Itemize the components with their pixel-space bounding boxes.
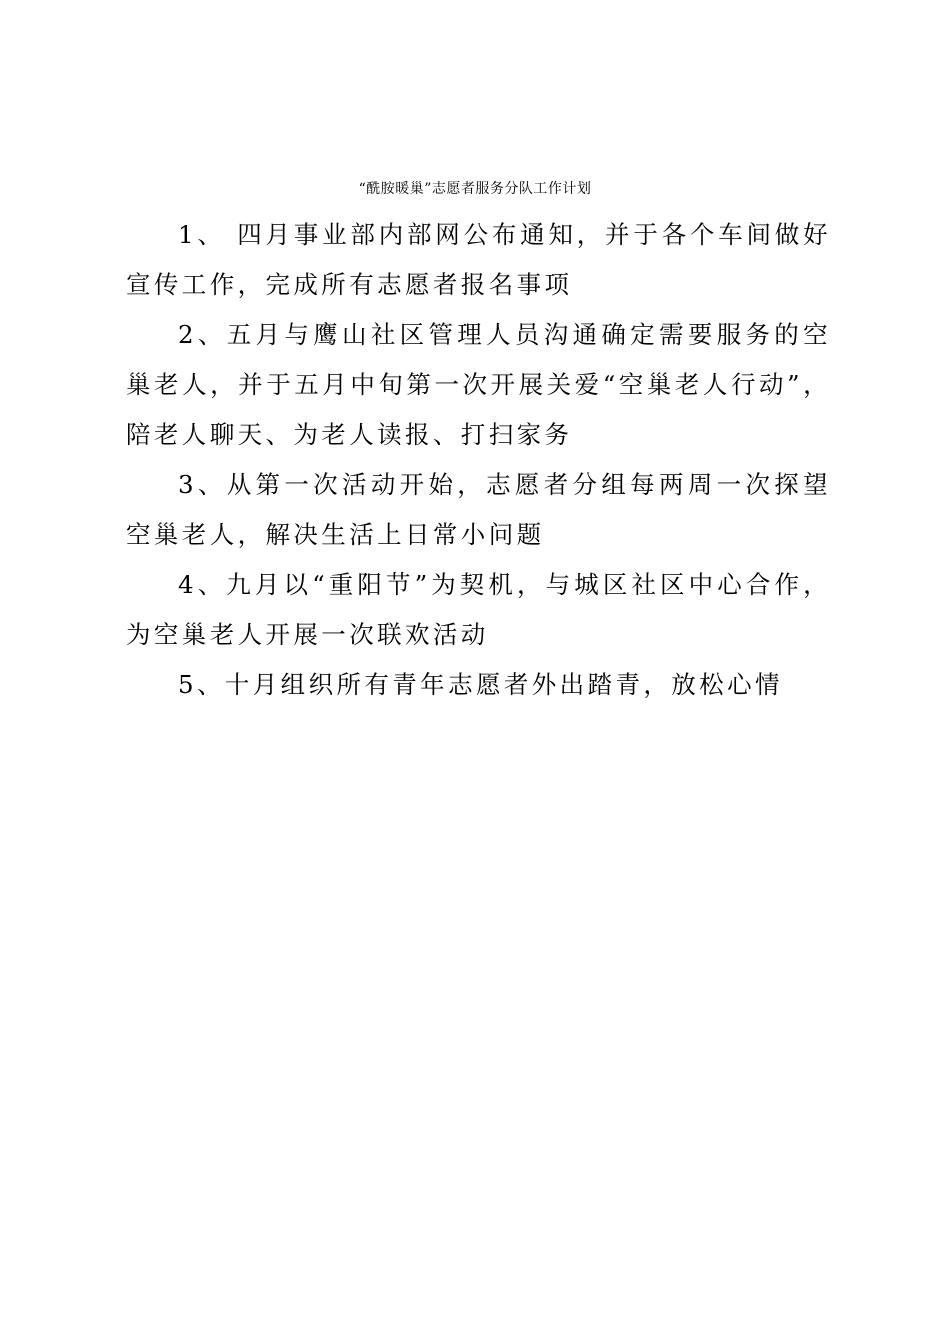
document-body	[126, 210, 831, 710]
plan-item-2: 2、五月与鹰山社区管理人员沟通确定需要服务的空巢老人，并于五月中旬第一次开展关爱“空巢老人行动”，陪老人聊天、为老人读报、打扫家务	[126, 320, 831, 449]
plan-item-5: 5、十月组织所有青年志愿者外出踏青，放松心情	[178, 670, 783, 699]
plan-item-4: 4、九月以“重阳节”为契机，与城区社区中心合作，为空巢老人开展一次联欢活动	[126, 570, 831, 649]
plan-item-3: 3、从第一次活动开始，志愿者分组每两周一次探望空巢老人，解决生活上日常小问题	[126, 470, 831, 549]
document-title: “酰胺暖巢”志愿者服务分队工作计划	[358, 181, 592, 197]
plan-item-1: 1、 四月事业部内部网公布通知，并于各个车间做好宣传工作，完成所有志愿者报名事项	[126, 220, 831, 299]
